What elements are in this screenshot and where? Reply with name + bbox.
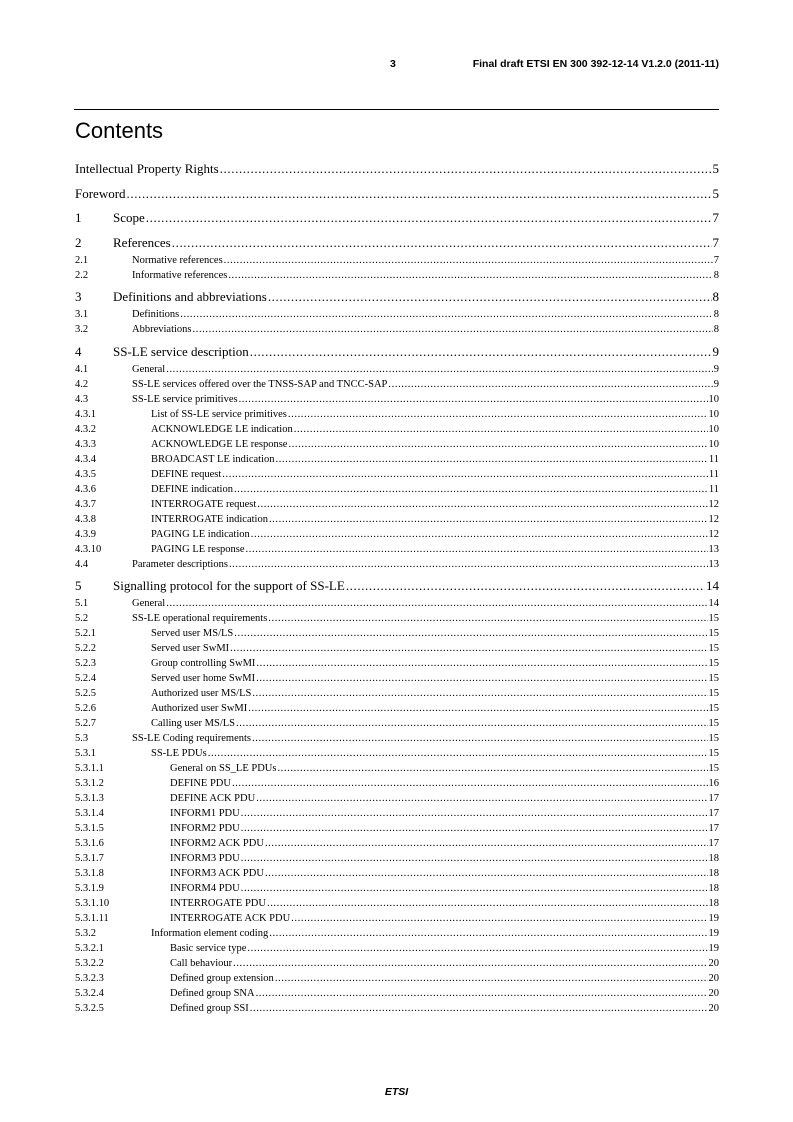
toc-entry-number: 5.2 xyxy=(75,613,89,624)
page-footer: ETSI xyxy=(384,1086,409,1098)
toc-entry-number: 5.2.2 xyxy=(75,643,96,654)
toc-entry-page: 18 xyxy=(708,898,719,909)
toc-entry-number: 5.3.1.7 xyxy=(75,853,104,864)
toc-entry-page: 11 xyxy=(708,453,719,465)
toc-dot-leader xyxy=(277,761,707,776)
toc-entry-page: 20 xyxy=(708,973,719,984)
toc-entry-page: 15 xyxy=(708,763,719,774)
toc-entry-page: 8 xyxy=(713,324,719,335)
document-title: Final draft ETSI EN 300 392-12-14 V1.2.0 (2011-11) xyxy=(472,58,719,70)
toc-entry-title: Information element coding xyxy=(151,928,269,939)
toc-entry[interactable] xyxy=(75,686,719,701)
toc-entry[interactable] xyxy=(75,926,719,941)
toc-dot-leader xyxy=(220,159,712,179)
toc-entry-page: 15 xyxy=(708,733,719,744)
toc-dot-leader xyxy=(251,527,708,542)
toc-entry[interactable] xyxy=(75,986,719,1001)
toc-entry[interactable] xyxy=(75,482,719,497)
toc-entry-title: SS-LE services offered over the TNSS-SAP and TNCC-SAP xyxy=(132,378,388,390)
toc-entry-page: 5 xyxy=(712,185,719,201)
toc-entry[interactable] xyxy=(75,497,719,512)
toc-dot-leader xyxy=(252,731,708,746)
toc-entry-number: 4.3.9 xyxy=(75,528,96,540)
toc-dot-leader xyxy=(250,342,712,362)
toc-entry-title: General xyxy=(132,598,166,609)
toc-entry-number: 5.1 xyxy=(75,598,89,609)
toc-dot-leader xyxy=(256,986,708,1001)
toc-entry-title: General on SS_LE PDUs xyxy=(170,763,277,774)
toc-entry-number: 5.3.2.2 xyxy=(75,958,104,969)
toc-entry-page: 13 xyxy=(708,558,719,570)
toc-entry[interactable] xyxy=(75,656,719,671)
toc-dot-leader xyxy=(229,557,708,572)
toc-entry-number: 5.3.2.1 xyxy=(75,943,104,954)
toc-entry[interactable] xyxy=(75,806,719,821)
toc-entry-title: Authorized user MS/LS xyxy=(151,688,252,699)
toc-entry[interactable] xyxy=(75,184,719,204)
toc-entry[interactable] xyxy=(75,362,719,377)
toc-dot-leader xyxy=(234,626,707,641)
toc-entry-page: 15 xyxy=(708,643,719,654)
toc-entry-title: Intellectual Property Rights xyxy=(75,161,219,176)
toc-entry-page: 20 xyxy=(708,958,719,969)
toc-entry[interactable] xyxy=(75,287,719,307)
toc-entry-page: 14 xyxy=(706,578,719,593)
toc-entry-title: Defined group extension xyxy=(170,973,274,984)
toc-entry[interactable] xyxy=(75,307,719,322)
toc-entry[interactable] xyxy=(75,527,719,542)
toc-entry-page: 15 xyxy=(708,658,719,669)
toc-entry[interactable] xyxy=(75,557,719,572)
toc-entry-number: 5.2.5 xyxy=(75,688,96,699)
toc-entry-number: 5.2.1 xyxy=(75,628,96,639)
toc-entry-number: 2.1 xyxy=(75,254,89,266)
toc-dot-leader xyxy=(233,956,707,971)
toc-entry-page: 15 xyxy=(708,613,719,624)
toc-entry-title: SS-LE PDUs xyxy=(151,748,207,759)
toc-dot-leader xyxy=(288,437,707,452)
toc-entry-page: 19 xyxy=(708,913,719,924)
toc-dot-leader xyxy=(241,881,708,896)
toc-entry-title: ACKNOWLEDGE LE response xyxy=(151,438,288,450)
toc-dot-leader xyxy=(228,268,712,283)
toc-entry[interactable] xyxy=(75,851,719,866)
toc-entry-title: Normative references xyxy=(132,254,223,266)
toc-entry[interactable] xyxy=(75,731,719,746)
toc-entry[interactable] xyxy=(75,941,719,956)
toc-dot-leader xyxy=(172,233,712,253)
toc-entry-title: Defined group SSI xyxy=(170,1003,249,1014)
page-number: 3 xyxy=(390,58,396,70)
toc-entry-number: 5.3.1.8 xyxy=(75,868,104,879)
toc-entry[interactable] xyxy=(75,896,719,911)
toc-entry-title: Served user home SwMI xyxy=(151,673,256,684)
toc-entry-page: 20 xyxy=(708,988,719,999)
toc-entry[interactable] xyxy=(75,377,719,392)
toc-entry-number: 3.1 xyxy=(75,309,89,320)
toc-entry-title: INTERROGATE request xyxy=(151,498,257,510)
toc-entry-number: 3 xyxy=(75,289,82,304)
toc-dot-leader xyxy=(230,641,707,656)
toc-entry-title: DEFINE indication xyxy=(151,483,233,495)
toc-dot-leader xyxy=(294,422,708,437)
toc-entry[interactable] xyxy=(75,971,719,986)
toc-entry-page: 12 xyxy=(708,528,719,540)
toc-entry[interactable] xyxy=(75,208,719,228)
toc-entry-number: 5.3.1.2 xyxy=(75,778,104,789)
toc-entry-title: DEFINE PDU xyxy=(170,778,231,789)
toc-entry-title: Served user SwMI xyxy=(151,643,230,654)
toc-dot-leader xyxy=(265,866,708,881)
toc-entry-number: 2 xyxy=(75,234,82,250)
toc-entry[interactable] xyxy=(75,791,719,806)
toc-entry-number: 5.3.1.6 xyxy=(75,838,104,849)
toc-dot-leader xyxy=(222,467,708,482)
toc-dot-leader xyxy=(257,497,707,512)
toc-entry[interactable] xyxy=(75,671,719,686)
toc-dot-leader xyxy=(268,611,707,626)
toc-dot-leader xyxy=(291,911,707,926)
toc-entry[interactable] xyxy=(75,253,719,268)
toc-entry-number: 5.2.7 xyxy=(75,718,96,729)
toc-entry-title: INTERROGATE ACK PDU xyxy=(170,913,291,924)
toc-entry[interactable] xyxy=(75,576,719,596)
toc-dot-leader xyxy=(241,806,708,821)
toc-entry-page: 11 xyxy=(708,483,719,495)
toc-entry[interactable] xyxy=(75,1001,719,1016)
toc-dot-leader xyxy=(256,656,707,671)
toc-entry-page: 17 xyxy=(708,838,719,849)
toc-entry-title: Basic service type xyxy=(170,943,247,954)
toc-entry-number: 5.3.2.3 xyxy=(75,973,104,984)
toc-dot-leader xyxy=(275,452,707,467)
toc-dot-leader xyxy=(239,392,708,407)
toc-entry-number: 5.3.1.3 xyxy=(75,793,104,804)
toc-dot-leader xyxy=(241,821,708,836)
toc-dot-leader xyxy=(248,701,707,716)
toc-entry-number: 4.3.3 xyxy=(75,438,96,450)
toc-entry-page: 7 xyxy=(712,234,719,250)
toc-entry-title: SS-LE service primitives xyxy=(132,393,238,405)
toc-entry-title: INFORM2 ACK PDU xyxy=(170,838,264,849)
toc-entry-page: 9 xyxy=(713,363,719,375)
toc-entry-page: 15 xyxy=(708,688,719,699)
toc-entry-page: 8 xyxy=(712,289,719,304)
toc-entry-number: 2.2 xyxy=(75,269,89,281)
toc-entry[interactable] xyxy=(75,881,719,896)
toc-entry[interactable] xyxy=(75,776,719,791)
table-of-contents xyxy=(75,159,719,1016)
toc-dot-leader xyxy=(256,791,707,806)
toc-entry-page: 15 xyxy=(708,748,719,759)
toc-entry-title: Group controlling SwMI xyxy=(151,658,256,669)
toc-entry-title: BROADCAST LE indication xyxy=(151,453,275,465)
toc-entry-title: Defined group SNA xyxy=(170,988,255,999)
toc-entry-title: INFORM2 PDU xyxy=(170,823,240,834)
toc-entry[interactable] xyxy=(75,611,719,626)
toc-entry-page: 11 xyxy=(708,468,719,480)
toc-entry-number: 4.3.1 xyxy=(75,408,96,420)
toc-entry-title: SS-LE operational requirements xyxy=(132,613,268,624)
toc-entry-number: 5.2.6 xyxy=(75,703,96,714)
toc-entry[interactable] xyxy=(75,268,719,283)
toc-entry-number: 4.3.2 xyxy=(75,423,96,435)
toc-entry-title: PAGING LE response xyxy=(151,543,245,555)
toc-dot-leader xyxy=(180,307,713,322)
toc-entry-page: 7 xyxy=(713,254,719,266)
toc-entry[interactable] xyxy=(75,716,719,731)
toc-dot-leader xyxy=(127,184,712,204)
toc-entry[interactable] xyxy=(75,342,719,362)
toc-dot-leader xyxy=(208,746,708,761)
toc-entry-page: 9 xyxy=(712,343,719,359)
toc-entry[interactable] xyxy=(75,866,719,881)
toc-dot-leader xyxy=(246,542,708,557)
toc-entry-number: 5.3 xyxy=(75,733,89,744)
toc-entry-page: 20 xyxy=(708,1003,719,1014)
toc-entry[interactable] xyxy=(75,596,719,611)
toc-entry-page: 10 xyxy=(708,423,719,435)
toc-dot-leader xyxy=(241,851,708,866)
toc-entry-number: 5.3.1.9 xyxy=(75,883,104,894)
toc-dot-leader xyxy=(288,407,708,422)
toc-entry-title: Parameter descriptions xyxy=(132,558,228,570)
toc-entry-title: SS-LE Coding requirements xyxy=(132,733,251,744)
toc-entry-title: INFORM3 ACK PDU xyxy=(170,868,264,879)
toc-entry-number: 4.3.6 xyxy=(75,483,96,495)
toc-entry-page: 18 xyxy=(708,853,719,864)
toc-entry-number: 4.3.7 xyxy=(75,498,96,510)
toc-dot-leader xyxy=(247,941,707,956)
toc-entry[interactable] xyxy=(75,641,719,656)
toc-entry[interactable] xyxy=(75,467,719,482)
toc-entry-number: 4.3.8 xyxy=(75,513,96,525)
toc-entry[interactable] xyxy=(75,542,719,557)
toc-entry-number: 5 xyxy=(75,578,82,593)
toc-entry[interactable] xyxy=(75,407,719,422)
toc-entry-number: 4 xyxy=(75,343,82,359)
toc-entry-number: 4.3.5 xyxy=(75,468,96,480)
toc-entry-page: 5 xyxy=(712,161,719,176)
toc-dot-leader xyxy=(166,596,707,611)
toc-entry-title: References xyxy=(113,234,171,250)
toc-entry-page: 15 xyxy=(708,703,719,714)
toc-entry-page: 15 xyxy=(708,673,719,684)
toc-entry-title: PAGING LE indication xyxy=(151,528,250,540)
toc-dot-leader xyxy=(346,576,705,596)
toc-entry-title: General xyxy=(132,363,166,375)
toc-dot-leader xyxy=(268,287,712,307)
toc-entry-page: 10 xyxy=(708,438,719,450)
toc-dot-leader xyxy=(252,686,707,701)
toc-entry-title: DEFINE ACK PDU xyxy=(170,793,256,804)
toc-entry-page: 12 xyxy=(708,513,719,525)
toc-entry-title: Definitions xyxy=(132,309,180,320)
toc-entry[interactable] xyxy=(75,512,719,527)
toc-dot-leader xyxy=(250,1001,708,1016)
toc-entry-number: 5.3.1.1 xyxy=(75,763,104,774)
toc-entry-page: 7 xyxy=(712,210,719,225)
toc-entry[interactable] xyxy=(75,911,719,926)
toc-dot-leader xyxy=(146,208,712,228)
toc-entry[interactable] xyxy=(75,159,719,179)
toc-entry-page: 17 xyxy=(708,808,719,819)
toc-entry-title: Scope xyxy=(113,210,145,225)
toc-entry-page: 10 xyxy=(708,393,719,405)
toc-entry-title: Served user MS/LS xyxy=(151,628,234,639)
toc-entry-number: 5.3.1.10 xyxy=(75,898,110,909)
toc-entry[interactable] xyxy=(75,322,719,337)
toc-entry-page: 18 xyxy=(708,883,719,894)
toc-entry-title: SS-LE service description xyxy=(113,343,249,359)
toc-entry-page: 17 xyxy=(708,823,719,834)
toc-entry[interactable] xyxy=(75,701,719,716)
toc-dot-leader xyxy=(267,896,708,911)
toc-dot-leader xyxy=(269,512,708,527)
toc-entry-number: 3.2 xyxy=(75,324,89,335)
toc-entry-number: 5.3.1.4 xyxy=(75,808,104,819)
page-header xyxy=(0,58,793,72)
toc-entry[interactable] xyxy=(75,392,719,407)
toc-entry-page: 13 xyxy=(708,543,719,555)
toc-dot-leader xyxy=(193,322,713,337)
toc-entry-number: 4.3.4 xyxy=(75,453,96,465)
toc-dot-leader xyxy=(265,836,708,851)
toc-entry-number: 5.3.2.5 xyxy=(75,1003,104,1014)
toc-entry-number: 4.4 xyxy=(75,558,89,570)
toc-entry-number: 1 xyxy=(75,210,82,225)
toc-dot-leader xyxy=(224,253,713,268)
toc-entry-number: 4.3.10 xyxy=(75,543,102,555)
toc-entry-page: 12 xyxy=(708,498,719,510)
toc-entry[interactable] xyxy=(75,626,719,641)
toc-entry-title: Informative references xyxy=(132,269,228,281)
toc-entry-number: 5.3.2.4 xyxy=(75,988,104,999)
toc-entry-page: 18 xyxy=(708,868,719,879)
toc-entry-number: 4.1 xyxy=(75,363,89,375)
toc-entry[interactable] xyxy=(75,836,719,851)
toc-entry-title: INFORM3 PDU xyxy=(170,853,240,864)
toc-dot-leader xyxy=(236,716,707,731)
toc-entry-page: 10 xyxy=(708,408,719,420)
contents-title: Contents xyxy=(75,118,164,143)
toc-entry-page: 8 xyxy=(713,269,719,281)
toc-entry-page: 15 xyxy=(708,628,719,639)
toc-entry[interactable] xyxy=(75,761,719,776)
toc-entry[interactable] xyxy=(75,746,719,761)
toc-entry-page: 9 xyxy=(713,378,719,390)
toc-entry-number: 5.3.1.11 xyxy=(75,913,109,924)
toc-entry-page: 15 xyxy=(708,718,719,729)
toc-dot-leader xyxy=(166,362,713,377)
toc-entry-number: 5.3.2 xyxy=(75,928,96,939)
toc-entry-number: 5.3.1.5 xyxy=(75,823,104,834)
toc-entry-title: INTERROGATE PDU xyxy=(170,898,266,909)
toc-entry[interactable] xyxy=(75,233,719,253)
header-rule xyxy=(74,109,719,110)
toc-dot-leader xyxy=(275,971,708,986)
toc-entry-number: 5.2.3 xyxy=(75,658,96,669)
toc-entry-page: 14 xyxy=(708,598,719,609)
toc-entry-number: 5.3.1 xyxy=(75,748,96,759)
toc-entry-title: INTERROGATE indication xyxy=(151,513,268,525)
toc-entry-title: Definitions and abbreviations xyxy=(113,289,267,304)
toc-entry-title: Call behaviour xyxy=(170,958,233,969)
toc-entry-title: Abbreviations xyxy=(132,324,192,335)
toc-dot-leader xyxy=(234,482,708,497)
toc-entry-page: 19 xyxy=(708,943,719,954)
toc-entry-number: 4.3 xyxy=(75,393,89,405)
toc-entry-title: Calling user MS/LS xyxy=(151,718,236,729)
toc-entry[interactable] xyxy=(75,437,719,452)
toc-entry-title: INFORM1 PDU xyxy=(170,808,240,819)
toc-entry[interactable] xyxy=(75,422,719,437)
toc-entry-number: 4.2 xyxy=(75,378,89,390)
toc-entry-title: List of SS-LE service primitives xyxy=(151,408,287,420)
toc-entry-page: 19 xyxy=(708,928,719,939)
toc-entry-title: Authorized user SwMI xyxy=(151,703,248,714)
toc-entry-page: 8 xyxy=(713,309,719,320)
toc-entry[interactable] xyxy=(75,452,719,467)
toc-entry-title: Signalling protocol for the support of SS-LE xyxy=(113,578,345,593)
toc-dot-leader xyxy=(256,671,707,686)
toc-entry[interactable] xyxy=(75,821,719,836)
toc-entry[interactable] xyxy=(75,956,719,971)
toc-dot-leader xyxy=(388,377,712,392)
toc-dot-leader xyxy=(269,926,707,941)
toc-dot-leader xyxy=(232,776,708,791)
toc-entry-title: ACKNOWLEDGE LE indication xyxy=(151,423,293,435)
toc-entry-number: 5.2.4 xyxy=(75,673,96,684)
toc-entry-page: 16 xyxy=(708,778,719,789)
toc-entry-title: INFORM4 PDU xyxy=(170,883,240,894)
toc-entry-title: DEFINE request xyxy=(151,468,222,480)
toc-entry-page: 17 xyxy=(708,793,719,804)
toc-entry-title: Foreword xyxy=(75,185,126,201)
